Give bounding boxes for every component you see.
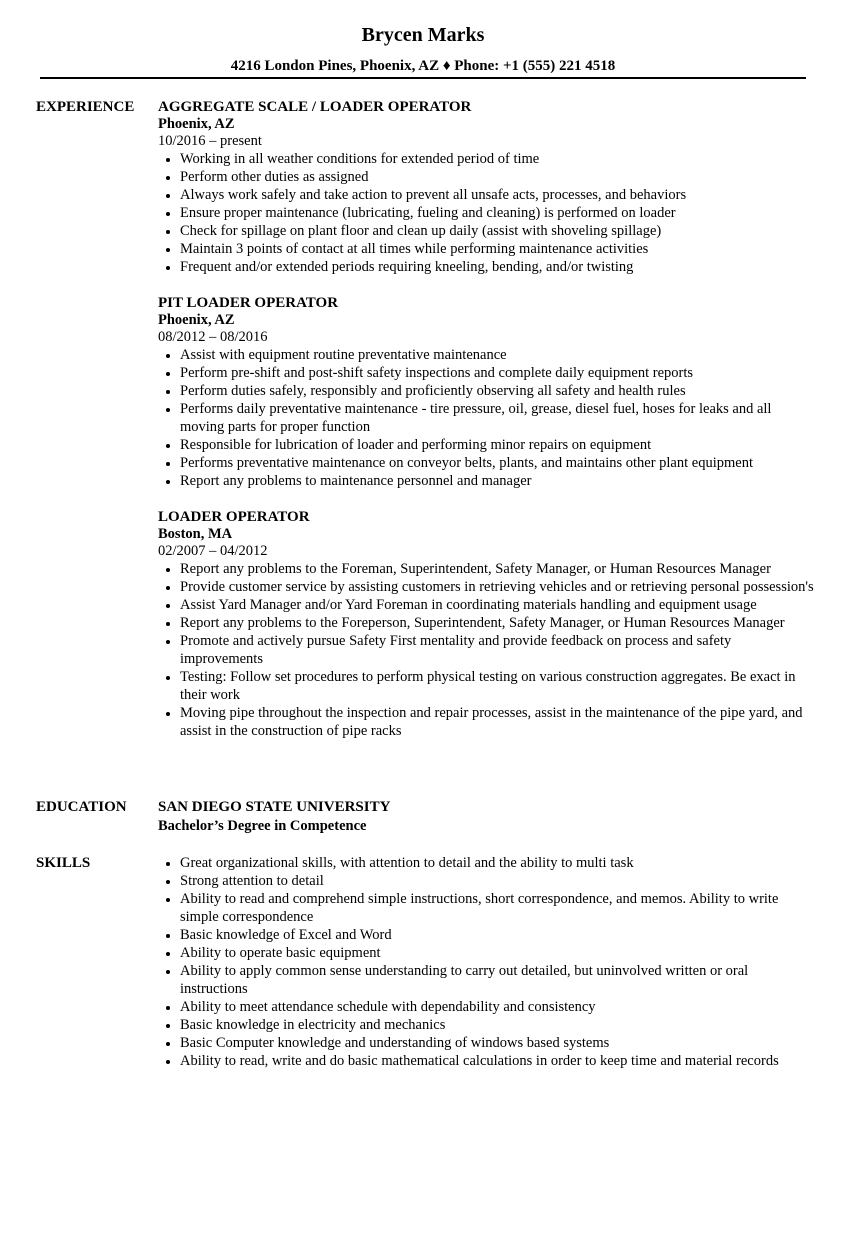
job-dates: 08/2012 – 08/2016 (158, 329, 268, 345)
list-item: • Report any problems to the Foreperson, Superintendent, Safety Manager, or Human Resources Manager (180, 614, 816, 632)
job-location: Boston, MA (158, 526, 233, 542)
list-item: • Promote and actively pursue Safety First mentality and provide feedback on process and safety improvements (180, 632, 816, 668)
list-item: • Provide customer service by assisting customers in retrieving vehicles and or retrieving personal possession's (180, 578, 816, 596)
skills-section (36, 854, 816, 1070)
contact-line: 4216 London Pines, Phoenix, AZ ♦ Phone: +1 (555) 221 4518 (230, 58, 616, 74)
school-name: SAN DIEGO STATE UNIVERSITY (158, 799, 391, 815)
list-item: • Working in all weather conditions for extended period of time (180, 150, 816, 168)
list-item: • Check for spillage on plant floor and clean up daily (assist with shoveling spillage) (180, 222, 816, 240)
list-item: • Responsible for lubrication of loader and performing minor repairs on equipment (180, 436, 816, 454)
list-item: • Testing: Follow set procedures to perform physical testing on various construction aggregates. Be exact in their work (180, 668, 816, 704)
job-title: PIT LOADER OPERATOR (158, 295, 339, 311)
job-entry (158, 294, 816, 490)
skills-list (158, 854, 816, 1070)
experience-section (36, 98, 816, 758)
job-location: Phoenix, AZ (158, 116, 235, 132)
list-item: • Ability to apply common sense understanding to carry out detailed, but uninvolved written or oral instructions (180, 962, 816, 998)
job-dates: 02/2007 – 04/2012 (158, 543, 268, 559)
list-item: • Moving pipe throughout the inspection and repair processes, assist in the maintenance of the pipe yard, and assist in the construction of pipe racks (180, 704, 816, 740)
skills-heading: SKILLS (36, 855, 91, 871)
list-item: • Assist with equipment routine preventative maintenance (180, 346, 816, 364)
job-location: Phoenix, AZ (158, 312, 235, 328)
job-duties-list (158, 150, 816, 276)
job-duties-list (158, 346, 816, 490)
education-heading: EDUCATION (36, 799, 127, 815)
job-duties-list (158, 560, 816, 740)
list-item: • Ensure proper maintenance (lubricating, fueling and cleaning) is performed on loader (180, 204, 816, 222)
list-item: • Always work safely and take action to prevent all unsafe acts, processes, and behaviors (180, 186, 816, 204)
list-item: • Perform other duties as assigned (180, 168, 816, 186)
list-item: • Ability to read and comprehend simple instructions, short correspondence, and memos. Ability to write simple correspondence (180, 890, 816, 926)
list-item: • Great organizational skills, with attention to detail and the ability to multi task (180, 854, 816, 872)
list-item: • Performs preventative maintenance on conveyor belts, plants, and maintains other plant equipment (180, 454, 816, 472)
job-title: LOADER OPERATOR (158, 509, 310, 525)
list-item: • Frequent and/or extended periods requiring kneeling, bending, and/or twisting (180, 258, 816, 276)
job-entry (158, 98, 816, 276)
list-item: • Report any problems to the Foreman, Superintendent, Safety Manager, or Human Resources Manager (180, 560, 816, 578)
list-item: • Ability to meet attendance schedule with dependability and consistency (180, 998, 816, 1016)
list-item: • Maintain 3 points of contact at all times while performing maintenance activities (180, 240, 816, 258)
job-title: AGGREGATE SCALE / LOADER OPERATOR (158, 99, 472, 115)
list-item: • Perform pre-shift and post-shift safety inspections and complete daily equipment reports (180, 364, 816, 382)
list-item: • Assist Yard Manager and/or Yard Foreman in coordinating materials handling and equipment usage (180, 596, 816, 614)
list-item: • Perform duties safely, responsibly and proficiently observing all safety and health rules (180, 382, 816, 400)
list-item: • Ability to read, write and do basic mathematical calculations in order to keep time and material records (180, 1052, 816, 1070)
list-item: • Basic Computer knowledge and understanding of windows based systems (180, 1034, 816, 1052)
job-dates: 10/2016 – present (158, 133, 262, 149)
list-item: • Report any problems to maintenance personnel and manager (180, 472, 816, 490)
list-item: • Ability to operate basic equipment (180, 944, 816, 962)
list-item: • Basic knowledge in electricity and mechanics (180, 1016, 816, 1034)
header-divider (40, 77, 806, 79)
job-entry (158, 508, 816, 740)
candidate-name: Brycen Marks (361, 24, 485, 46)
degree: Bachelor’s Degree in Competence (158, 818, 367, 834)
list-item: • Basic knowledge of Excel and Word (180, 926, 816, 944)
list-item: • Performs daily preventative maintenance - tire pressure, oil, grease, diesel fuel, hoses for leaks and all moving parts for proper function (180, 400, 816, 436)
education-section (36, 798, 816, 835)
experience-heading: EXPERIENCE (36, 99, 135, 115)
list-item: • Strong attention to detail (180, 872, 816, 890)
